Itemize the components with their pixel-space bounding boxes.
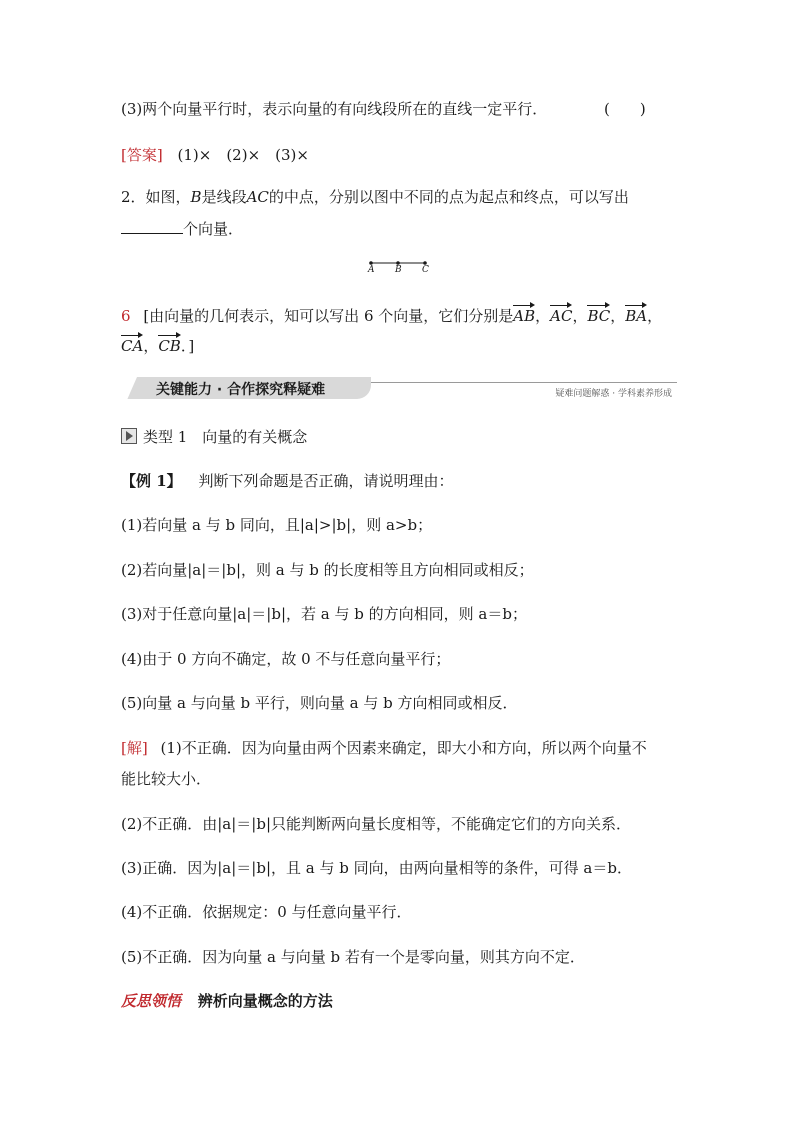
solution-2-end: ．] xyxy=(180,337,195,355)
banner-subtitle: 疑难问题解惑 · 学科素养形成 xyxy=(555,389,672,399)
vector-cb: CB xyxy=(158,334,181,354)
vector-ac: AC xyxy=(550,304,572,324)
question-2-text-a: 2．如图， xyxy=(121,188,191,206)
solution-4: (4)不正确．依据规定：0 与任意向量平行． xyxy=(121,903,412,921)
example-item-5: (5)向量 a 与向量 b 平行，则向量 a 与 b 方向相同或相反． xyxy=(121,694,518,712)
solution-2-text: [由向量的几何表示，知可以写出 6 个向量，它们分别是 xyxy=(143,307,514,325)
section-banner xyxy=(121,377,371,399)
banner-notch xyxy=(121,377,137,399)
example-item-4: (4)由于 0 方向不确定，故 0 不与任意向量平行； xyxy=(121,650,451,668)
reflection-title: 辨析向量概念的方法 xyxy=(197,992,333,1010)
solution-1-line2: 能比较大小． xyxy=(121,770,212,788)
example-tag: 【例 1】 xyxy=(121,472,182,490)
answer-tag: [答案] xyxy=(121,146,163,164)
play-triangle-icon xyxy=(121,428,137,444)
answer-paren: ( ) xyxy=(604,100,646,118)
reflection-tag: 反思领悟 xyxy=(121,992,182,1010)
vector-ab: AB xyxy=(513,304,535,324)
question-2-text-d: 个向量． xyxy=(183,220,244,238)
solution-2-line1: 6 [由向量的几何表示，知可以写出 6 个向量，它们分别是AB，AC，BC，BA， xyxy=(121,304,662,326)
vector-bc: BC xyxy=(587,304,610,324)
solution-1-text: (1)不正确．因为向量由两个因素来确定，即大小和方向，所以两个向量不 xyxy=(160,739,647,757)
question-3 xyxy=(121,98,547,119)
example-item-1: (1)若向量 a 与 b 同向，且|a|>|b|，则 a>b； xyxy=(121,516,433,534)
example-1-line xyxy=(121,470,453,491)
question-2-line1 xyxy=(121,186,629,207)
answer-items: (1)× (2)× (3)× xyxy=(177,146,309,164)
banner-title: 关键能力 · 合作探究释疑难 xyxy=(156,382,326,398)
segment-ac-label: AC xyxy=(246,188,269,206)
question-2-line2 xyxy=(121,218,243,239)
label-b: B xyxy=(395,265,402,275)
type-1-heading: 类型 1 向量的有关概念 xyxy=(143,428,308,446)
example-prompt: 判断下列命题是否正确，请说明理由： xyxy=(198,472,454,490)
solution-3: (3)正确．因为|a|＝|b|，且 a 与 b 同向，由两向量相等的条件，可得 a＝b． xyxy=(121,859,632,877)
solution-2-line2: CA，CB．] xyxy=(121,334,194,356)
example-item-2: (2)若向量|a|＝|b|，则 a 与 b 的长度相等且方向相同或相反； xyxy=(121,561,534,579)
solution-2-number: 6 xyxy=(121,307,131,325)
solution-2: (2)不正确．由|a|＝|b|只能判断两向量长度相等，不能确定它们的方向关系． xyxy=(121,815,632,833)
question-2-text-c: 的中点，分别以图中不同的点为起点和终点，可以写出 xyxy=(268,188,629,206)
label-c: C xyxy=(422,265,429,275)
point-b-label: B xyxy=(190,188,202,206)
segment-figure xyxy=(360,254,440,282)
fill-blank xyxy=(121,219,183,234)
answer-line xyxy=(121,144,309,165)
vector-ca: CA xyxy=(121,334,143,354)
reflection-line xyxy=(121,990,333,1011)
question-2-text-b: 是线段 xyxy=(201,188,247,206)
example-item-3: (3)对于任意向量|a|＝|b|，若 a 与 b 的方向相同，则 a＝b； xyxy=(121,605,527,623)
solution-5: (5)不正确．因为向量 a 与向量 b 若有一个是零向量，则其方向不定． xyxy=(121,948,585,966)
question-3-text: (3)两个向量平行时，表示向量的有向线段所在的直线一定平行． xyxy=(121,100,548,118)
solution-1-line1 xyxy=(121,737,647,758)
label-a: A xyxy=(368,265,375,275)
vector-ba: BA xyxy=(625,304,647,324)
solution-tag: [解] xyxy=(121,739,148,757)
